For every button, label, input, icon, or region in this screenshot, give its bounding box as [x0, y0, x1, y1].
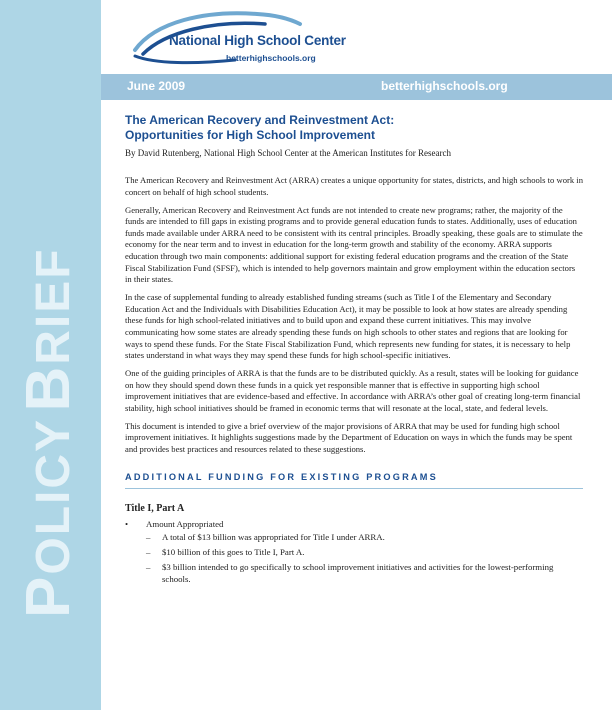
logo-title: National High School Center	[169, 33, 346, 48]
byline: By David Rutenberg, National High School Center at the American Institutes for Research	[125, 148, 452, 158]
sidebar-word-olicy: OLICY	[27, 417, 80, 575]
sub-list-text: $3 billion intended to go specifically to school improvement initiatives and activities for the lowest-performing schools.	[162, 562, 554, 584]
logo-url: betterhighschools.org	[226, 53, 316, 63]
bullet-marker: •	[125, 518, 129, 529]
paragraph: In the case of supplemental funding to already established funding streams (such as Title I of the Elementary and Secondary Education Act and the Individuals with Disabilities Education Act), it may be possible to look at how states are already spending these funds for high school-related initiatives and to build upon and expand these current initiatives. This may involve communicating how some states are already spending these funds on high schools to other states and regions that are looking for ways to spend these funds. For the State Fiscal Stabilization Fund, which represents new funding for states, it is necessary to help states understand in what ways they may spend these funds for high school-specific initiatives.	[125, 292, 571, 361]
title-line-1: The American Recovery and Reinvestment Act:	[125, 113, 395, 127]
sidebar-letter-p: P	[14, 574, 83, 618]
sidebar-letter-b: B	[14, 364, 83, 412]
bullet-item	[125, 519, 583, 531]
bullet-text: Amount Appropriated	[146, 518, 224, 529]
dash-marker: –	[146, 532, 151, 543]
document-title	[125, 113, 583, 143]
sub-list-item	[146, 547, 583, 559]
header-band	[101, 74, 612, 100]
paragraph: Generally, American Recovery and Reinvestment Act funds are not intended to create new programs; rather, the majority of the funds are intended to fill gaps in existing programs and to provide general education funds to states. Additionally, uses of education funds made available under ARRA need to be consistent with its central principles. Broadly speaking, these goals are to stimulate the economy for the near term and to invest in education for the long-term growth and stability of the economy. ARRA supports education through two main components: additional support for existing federal education programs and the creation of the State Fiscal Stabilization Fund (SFSF), which is intended to help governors maintain and grow employment within the education sectors in their states.	[125, 204, 583, 285]
paragraph: The American Recovery and Reinvestment Act (ARRA) creates a unique opportunity for states, districts, and high schools to work in concert on behalf of high school students.	[125, 175, 583, 197]
website-link[interactable]: betterhighschools.org	[381, 79, 508, 93]
body-paragraphs	[125, 175, 583, 456]
header	[101, 0, 612, 74]
sub-list-item	[146, 532, 583, 544]
sub-list-text: $10 billion of this goes to Title I, Part A.	[162, 547, 305, 558]
document-body	[125, 113, 583, 589]
paragraph: One of the guiding principles of ARRA is that the funds are to be distributed quickly. As a result, states will be looking for guidance on how they should spend down these funds in a quick yet responsible manner that is effective in supporting high school improvement initiatives that are evidence-based and effective. In accordance with ARRA’s other goal of creating long-term financial stability, high school initiatives should be framed in economic terms that will resonate at the local, state, and federal levels.	[125, 368, 581, 413]
title-line-2: Opportunities for High School Improvement	[125, 128, 376, 142]
section-divider	[125, 488, 583, 489]
sidebar-word-rief: RIEF	[27, 247, 80, 365]
sidebar	[0, 0, 101, 710]
section-heading: ADDITIONAL FUNDING FOR EXISTING PROGRAMS	[125, 471, 438, 482]
dash-marker: –	[146, 547, 151, 558]
logo	[125, 4, 346, 70]
paragraph: This document is intended to give a brief overview of the major provisions of ARRA that may be used for funding high school improvement initiatives. It highlights suggestions made by the Department of Education on ways in which the funds may be spent and provides best practices and resources related to these suggestions.	[125, 420, 573, 455]
subheading: Title I, Part A	[125, 502, 185, 514]
policy-brief-vertical-title	[14, 247, 83, 618]
dash-marker: –	[146, 562, 151, 573]
sub-list-item	[146, 562, 583, 586]
sub-list-text: A total of $13 billion was appropriated for Title I under ARRA.	[162, 532, 385, 543]
publication-date: June 2009	[127, 79, 186, 93]
